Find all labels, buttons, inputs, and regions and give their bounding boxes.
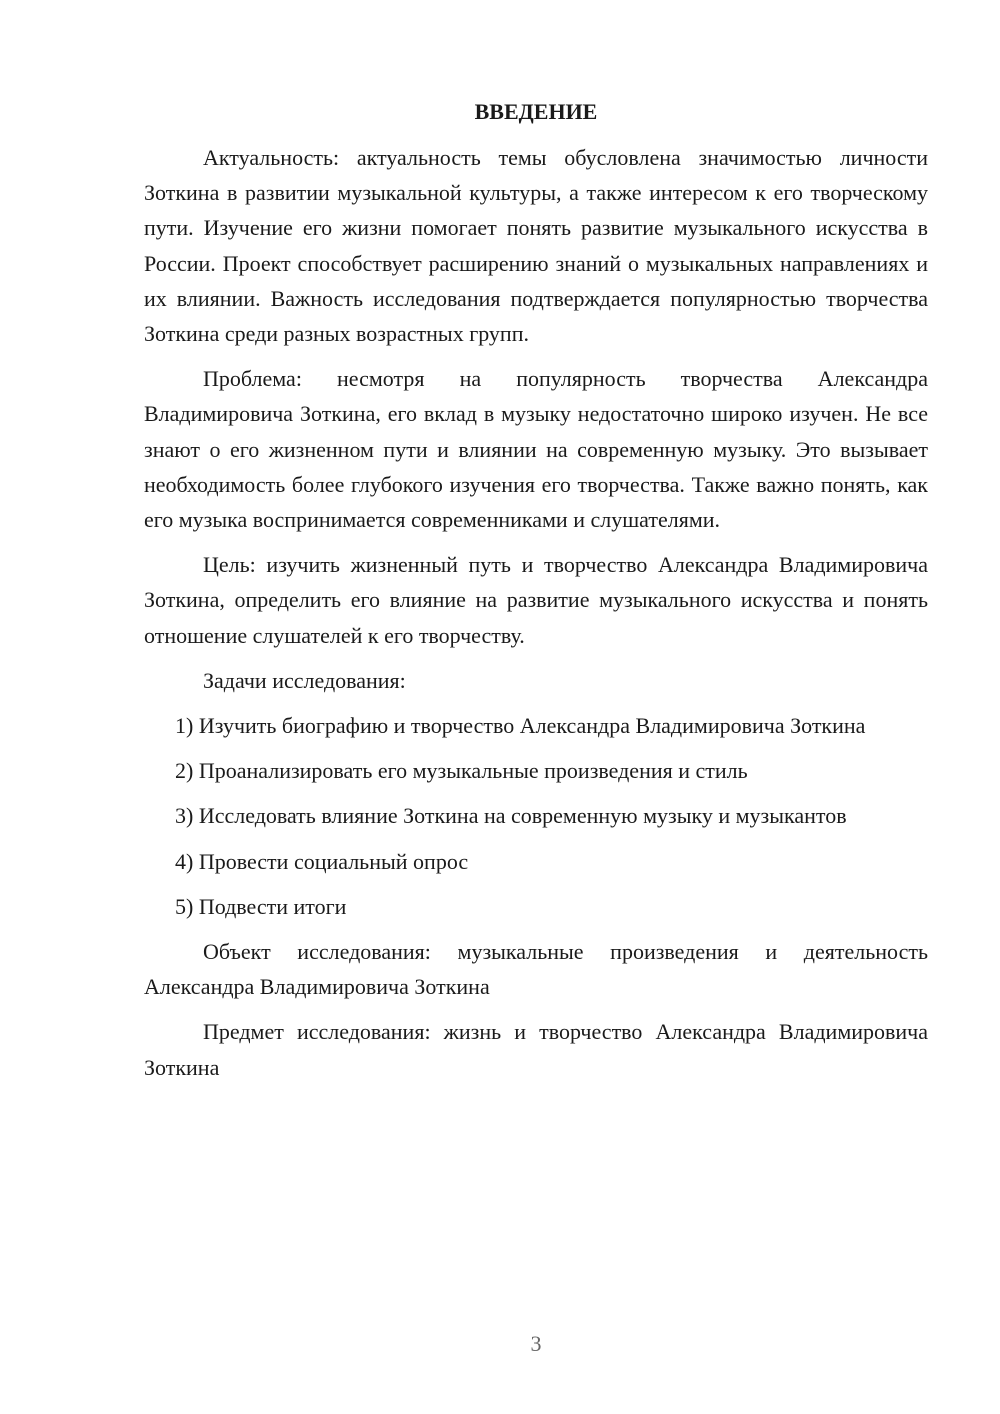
page-number: 3	[530, 1331, 542, 1356]
paragraph-goal: Цель: изучить жизненный путь и творчество Александра Владимировича Зоткина, определить его влияние на развитие музыкального искусства и понять отношение слушателей к его творчеству.	[144, 552, 928, 648]
task-item: 4) Провести социальный опрос	[175, 848, 469, 874]
task-item: 2) Проанализировать его музыкальные произведения и стиль	[175, 758, 748, 784]
task-item: 1) Изучить биографию и творчество Александра Владимировича Зоткина	[175, 713, 866, 739]
tasks-heading: Задачи исследования:	[203, 667, 406, 693]
document-body	[144, 94, 928, 1095]
task-item: 5) Подвести итоги	[175, 893, 347, 919]
paragraph-object: Объект исследования: музыкальные произведения и деятельность Александра Владимировича Зоткина	[144, 939, 928, 1000]
section-title: ВВЕДЕНИЕ	[474, 99, 598, 124]
paragraph-problem: Проблема: несмотря на популярность творчества Александра Владимировича Зоткина, его вклад в музыку недостаточно широко изучен. Не все знают о его жизненном пути и влиянии на современную музыку. Это вызывает необходимость более глубокого изучения его творчества. Также важно понять, как его музыка воспринимается современниками и слушателями.	[144, 366, 928, 533]
paragraph-subject: Предмет исследования: жизнь и творчество Александра Владимировича Зоткина	[144, 1019, 928, 1080]
paragraph-relevance: Актуальность: актуальность темы обусловлена значимостью личности Зоткина в развитии музыкальной культуры, а также интересом к его творческому пути. Изучение его жизни помогает понять развитие музыкального искусства в России. Проект способствует расширению знаний о музыкальных направлениях и их влиянии. Важность исследования подтверждается популярностью творчества Зоткина среди разных возрастных групп.	[144, 145, 928, 347]
task-item: 3) Исследовать влияние Зоткина на современную музыку и музыкантов	[175, 803, 847, 829]
